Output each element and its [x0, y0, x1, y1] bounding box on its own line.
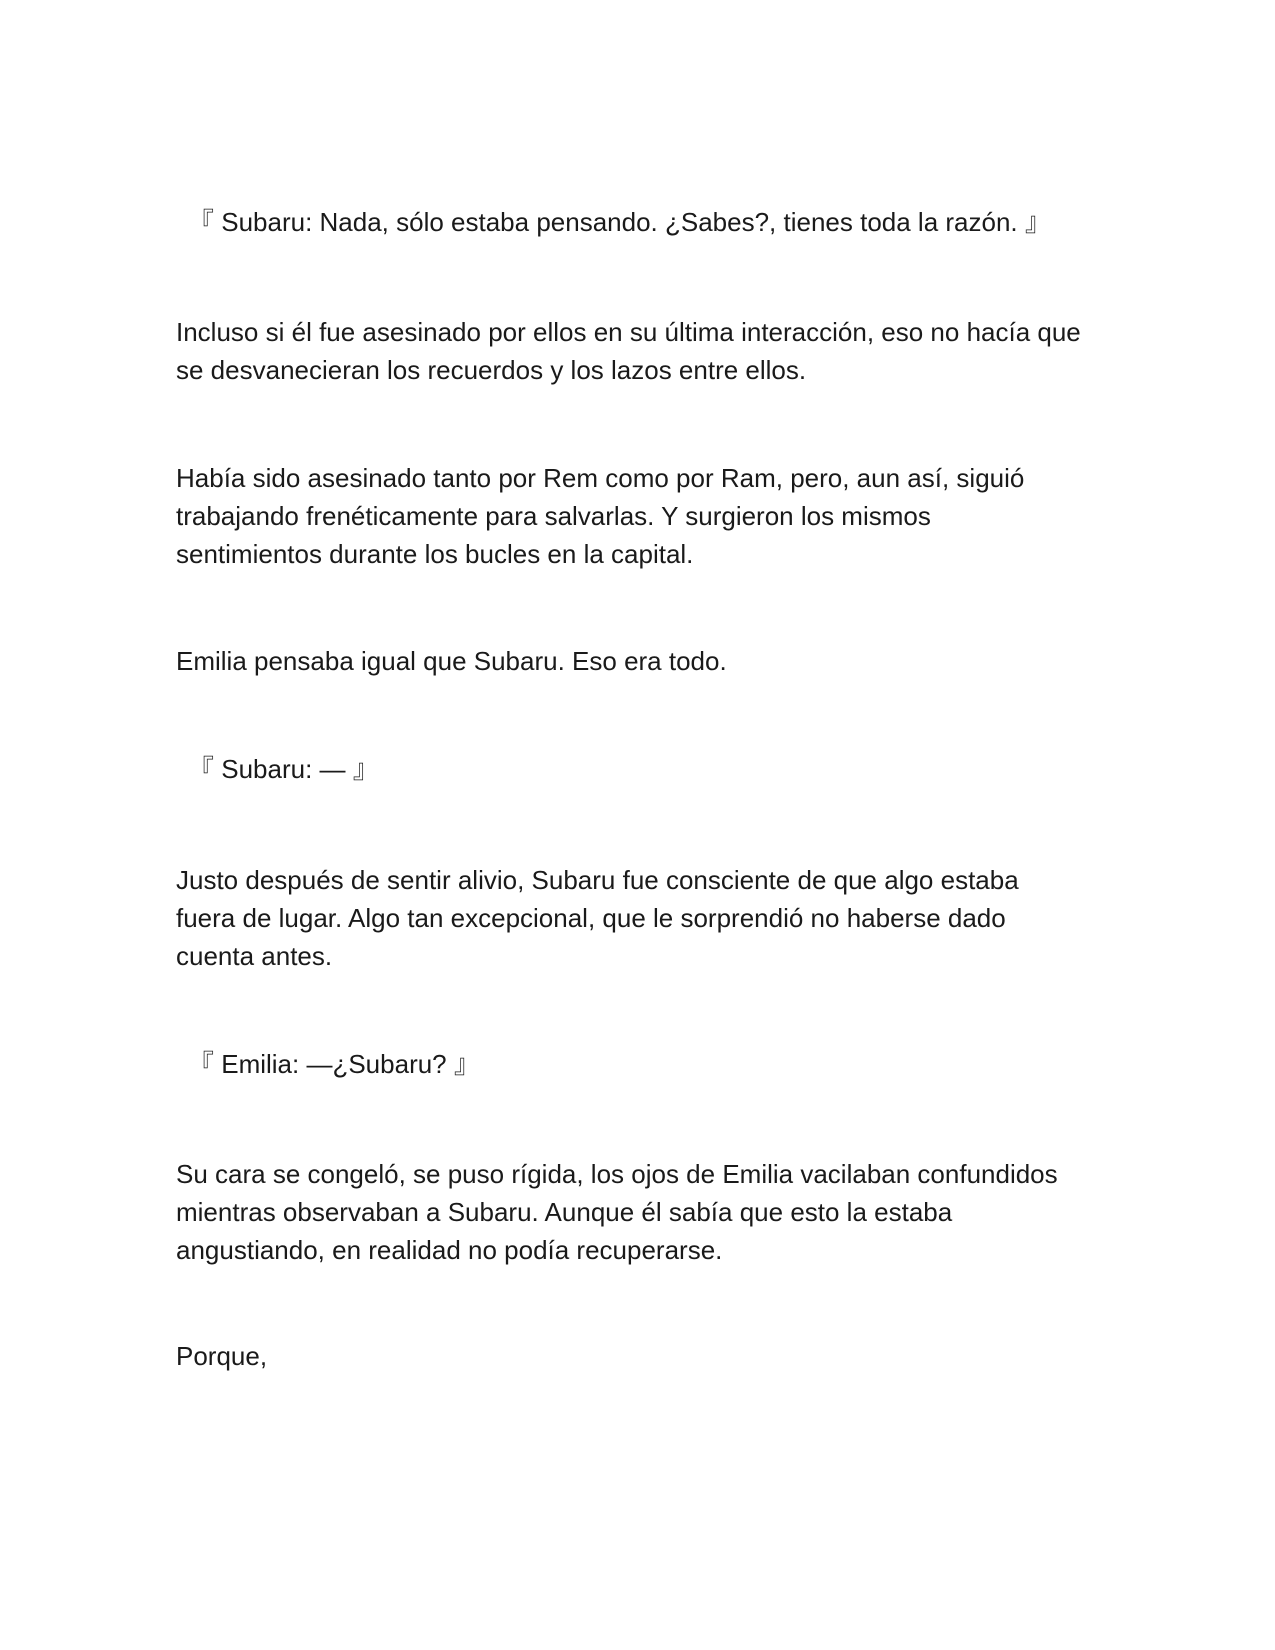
dialogue-subaru-1: 『 Subaru: Nada, sólo estaba pensando. ¿Sabes?, tienes toda la razón. 』 — [188, 207, 1051, 237]
dialogue-emilia: 『 Emilia: —¿Subaru? 』 — [188, 1049, 480, 1079]
paragraph-6: Porque, — [176, 1341, 268, 1371]
dialogue-subaru-2: 『 Subaru: — 』 — [188, 754, 379, 784]
paragraph-3: Emilia pensaba igual que Subaru. Eso era todo. — [176, 646, 727, 676]
paragraph-1: Incluso si él fue asesinado por ellos en su última interacción, eso no hacía que se desvanecieran los recuerdos y los lazos entre ellos. — [176, 317, 1081, 385]
paragraph-5: Su cara se congeló, se puso rígida, los ojos de Emilia vacilaban confundidos mientras observaban a Subaru. Aunque él sabía que esto la estaba angustiando, en realidad no podía recuperarse. — [176, 1159, 1058, 1265]
paragraph-2: Había sido asesinado tanto por Rem como por Ram, pero, aun así, siguió trabajando frenéticamente para salvarlas. Y surgieron los mismos sentimientos durante los bucles en la capital. — [176, 463, 1025, 569]
paragraph-4: Justo después de sentir alivio, Subaru fue consciente de que algo estaba fuera de lugar. Algo tan excepcional, que le sorprendió no haberse dado cuenta antes. — [176, 865, 1019, 971]
